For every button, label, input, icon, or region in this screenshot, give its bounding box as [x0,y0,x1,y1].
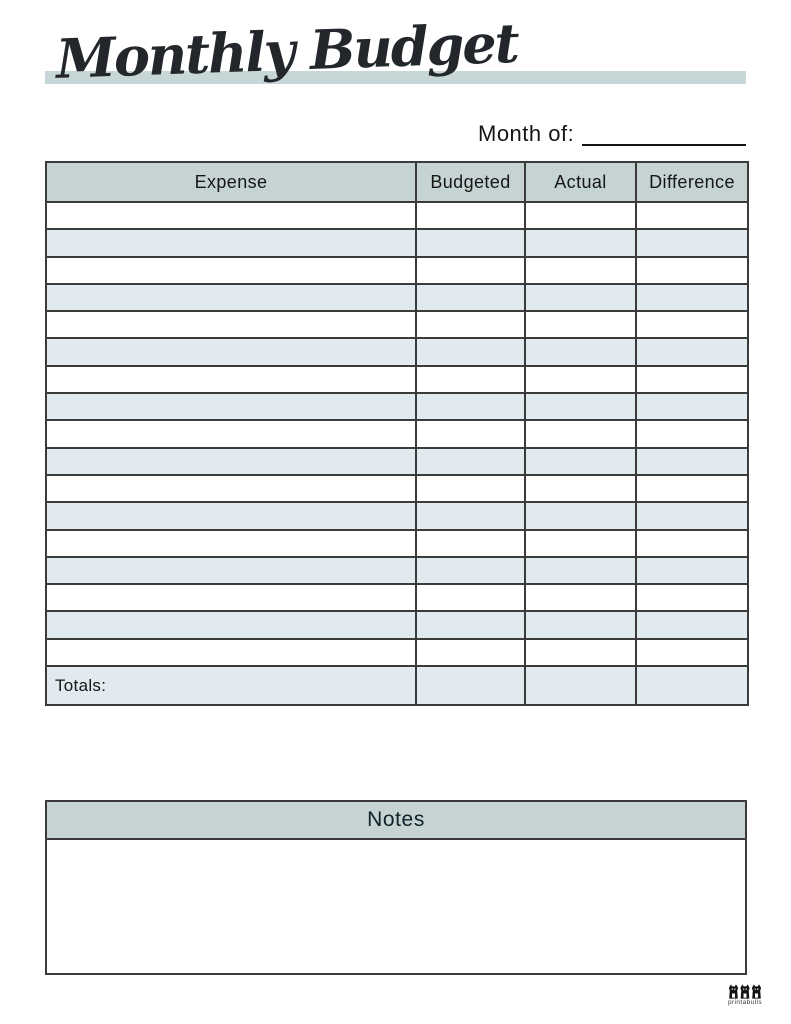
cell-actual[interactable] [525,284,636,311]
cell-actual[interactable] [525,502,636,529]
table-row [46,311,748,338]
cell-difference[interactable] [636,311,748,338]
cell-actual[interactable] [525,448,636,475]
column-header-budgeted: Budgeted [416,162,525,202]
cell-budgeted[interactable] [416,420,525,447]
cell-actual[interactable] [525,257,636,284]
cell-expense[interactable] [46,229,416,256]
cell-expense[interactable] [46,502,416,529]
cell-actual[interactable] [525,639,636,666]
cell-actual[interactable] [525,530,636,557]
cell-expense[interactable] [46,338,416,365]
table-row [46,475,748,502]
budget-table-header [46,162,748,202]
cell-budgeted[interactable] [416,338,525,365]
brand-logo [712,984,778,1014]
cell-difference[interactable] [636,202,748,229]
cell-budgeted[interactable] [416,393,525,420]
month-of-row [478,118,746,146]
cell-actual[interactable] [525,393,636,420]
totals-label: Totals: [46,666,416,705]
cell-budgeted[interactable] [416,311,525,338]
cell-actual[interactable] [525,584,636,611]
table-row [46,393,748,420]
table-row [46,639,748,666]
cell-expense[interactable] [46,557,416,584]
table-row [46,420,748,447]
cell-difference[interactable] [636,639,748,666]
notes-area[interactable] [45,840,747,975]
totals-row [46,666,748,705]
table-row [46,530,748,557]
cell-budgeted[interactable] [416,284,525,311]
cell-expense[interactable] [46,475,416,502]
cell-expense[interactable] [46,639,416,666]
table-row [46,584,748,611]
cell-difference[interactable] [636,448,748,475]
notes-section [45,800,747,975]
cell-budgeted[interactable] [416,475,525,502]
table-row [46,557,748,584]
cell-expense[interactable] [46,311,416,338]
cell-difference[interactable] [636,584,748,611]
cell-actual[interactable] [525,420,636,447]
page-title: Monthly Budget [54,10,519,91]
column-header-difference: Difference [636,162,748,202]
cell-difference[interactable] [636,284,748,311]
cell-difference[interactable] [636,393,748,420]
cell-expense[interactable] [46,584,416,611]
cell-actual[interactable] [525,229,636,256]
cell-expense[interactable] [46,393,416,420]
month-input-line[interactable] [582,122,746,146]
bulldogs-icon [728,984,762,999]
cell-expense[interactable] [46,366,416,393]
cell-actual[interactable] [525,311,636,338]
column-header-expense: Expense [46,162,416,202]
cell-actual[interactable] [525,338,636,365]
cell-difference[interactable] [636,530,748,557]
cell-difference[interactable] [636,502,748,529]
cell-difference[interactable] [636,229,748,256]
cell-difference[interactable] [636,475,748,502]
cell-actual[interactable] [525,557,636,584]
cell-budgeted[interactable] [416,366,525,393]
budget-table [45,161,749,706]
cell-budgeted[interactable] [416,448,525,475]
cell-expense[interactable] [46,448,416,475]
table-row [46,257,748,284]
cell-expense[interactable] [46,420,416,447]
cell-budgeted[interactable] [416,557,525,584]
table-row [46,502,748,529]
cell-actual[interactable] [525,366,636,393]
table-row [46,611,748,638]
cell-actual[interactable] [525,475,636,502]
cell-expense[interactable] [46,257,416,284]
cell-difference[interactable] [636,338,748,365]
cell-actual[interactable] [525,611,636,638]
cell-difference[interactable] [636,366,748,393]
table-row [46,338,748,365]
month-of-label: Month of: [478,120,575,146]
cell-difference[interactable] [636,611,748,638]
column-header-actual: Actual [525,162,636,202]
cell-expense[interactable] [46,284,416,311]
brand-name: printabulls [727,999,763,1006]
cell-difference[interactable] [636,557,748,584]
cell-budgeted[interactable] [416,257,525,284]
budget-table-body [46,202,748,705]
cell-budgeted[interactable] [416,530,525,557]
cell-budgeted[interactable] [416,502,525,529]
cell-budgeted[interactable] [416,611,525,638]
cell-expense[interactable] [46,530,416,557]
cell-expense[interactable] [46,611,416,638]
totals-cell-difference[interactable] [636,666,748,705]
table-row [46,202,748,229]
table-row [46,229,748,256]
table-row [46,366,748,393]
cell-budgeted[interactable] [416,202,525,229]
table-row [46,448,748,475]
cell-actual[interactable] [525,202,636,229]
cell-expense[interactable] [46,202,416,229]
cell-difference[interactable] [636,420,748,447]
totals-cell-budgeted[interactable] [416,666,525,705]
totals-cell-actual[interactable] [525,666,636,705]
cell-budgeted[interactable] [416,584,525,611]
table-row [46,284,748,311]
notes-header: Notes [45,800,747,840]
cell-difference[interactable] [636,257,748,284]
cell-budgeted[interactable] [416,229,525,256]
cell-budgeted[interactable] [416,639,525,666]
